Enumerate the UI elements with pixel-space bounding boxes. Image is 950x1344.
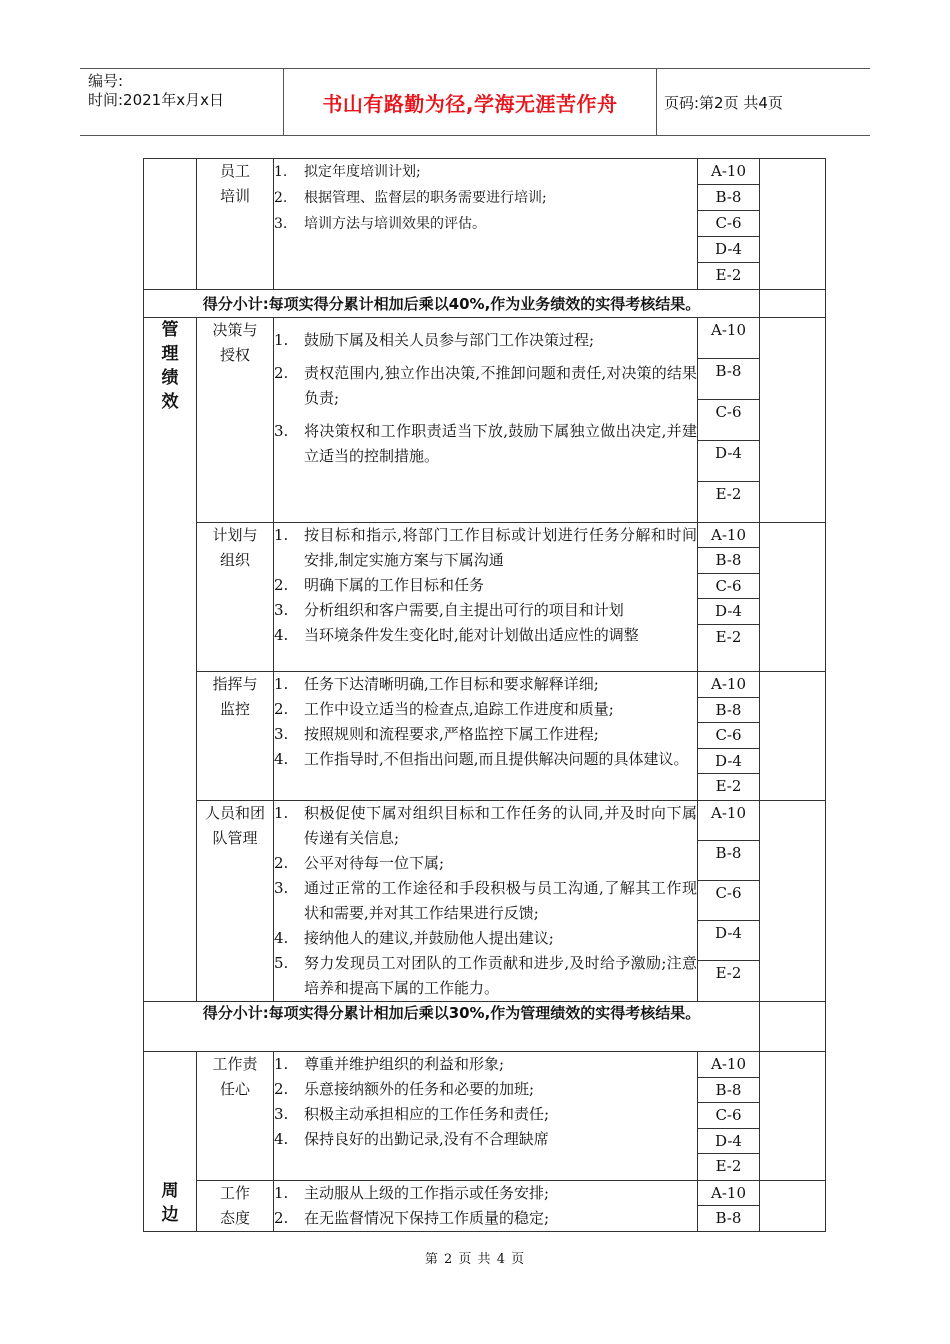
list-item: 2. 公平对待每一位下属; <box>274 854 445 872</box>
subcategory-attitude <box>197 1181 274 1232</box>
grade-a: A-10 <box>698 318 759 359</box>
grade-b: B-8 <box>715 1209 742 1227</box>
grade-b: B-8 <box>698 698 759 723</box>
row-responsibility <box>144 1052 826 1181</box>
subcategory-label: 员工培训 <box>219 162 250 205</box>
grade-c: C-6 <box>698 574 759 599</box>
list-item: 1. 积极促使下属对组织目标和工作任务的认同,并及时向下属传递有关信息; <box>274 804 697 847</box>
list-item: 2. 责权范围内,独立作出决策,不推卸问题和责任,对决策的结果负责; <box>274 364 697 407</box>
score-cell[interactable] <box>760 290 826 318</box>
list-item: 1. 主动服从上级的工作指示或任务安排; <box>274 1184 550 1202</box>
criteria-list <box>274 1181 698 1232</box>
grade-c: C-6 <box>698 723 759 749</box>
category-label: 周边 <box>161 1181 179 1225</box>
row-command <box>144 672 826 801</box>
list-item: 2. 工作中设立适当的检查点,追踪工作进度和质量; <box>274 700 614 718</box>
list-item: 5. 努力发现员工对团队的工作贡献和进步,及时给予激励;注意培养和提高下属的工作能力。 <box>274 954 697 997</box>
criteria-list <box>274 672 698 801</box>
grade-d: D-4 <box>698 237 759 263</box>
list-item: 2. 在无监督情况下保持工作质量的稳定; <box>274 1209 550 1227</box>
subcategory-decision <box>197 318 274 523</box>
subcategory-label: 决策与授权 <box>212 321 258 364</box>
list-item: 3. 按照规则和流程要求,严格监控下属工作进程; <box>274 725 599 743</box>
list-item: 1. 鼓励下属及相关人员参与部门工作决策过程; <box>274 331 595 349</box>
subcategory-label: 指挥与监控 <box>212 675 258 718</box>
subcategory-training <box>197 159 274 290</box>
grade-a: A-10 <box>698 1052 759 1078</box>
grade-a: A-10 <box>698 159 759 185</box>
grade-column <box>698 159 760 290</box>
list-item: 2. 根据管理、监督层的职务需要进行培训; <box>274 190 547 206</box>
score-cell[interactable] <box>760 1052 826 1181</box>
grade-b: B-8 <box>698 185 759 211</box>
grade-b: B-8 <box>698 1078 759 1103</box>
page-header <box>80 68 870 136</box>
grade-d: D-4 <box>698 1129 759 1154</box>
grade-a: A-10 <box>698 523 759 548</box>
grade-b: B-8 <box>698 359 759 400</box>
grade-b: B-8 <box>698 841 759 881</box>
grade-c: C-6 <box>698 400 759 441</box>
score-cell[interactable] <box>760 801 826 1002</box>
list-item: 4. 接纳他人的建议,并鼓励他人提出建议; <box>274 929 554 947</box>
list-item: 3. 积极主动承担相应的工作任务和责任; <box>274 1105 550 1123</box>
row-decision <box>144 318 826 523</box>
header-meta <box>88 72 288 110</box>
score-cell[interactable] <box>760 672 826 801</box>
criteria-list <box>274 1052 698 1181</box>
grade-c: C-6 <box>698 881 759 921</box>
score-cell[interactable] <box>760 318 826 523</box>
grade-column <box>698 801 760 1002</box>
list-item: 3. 将决策权和工作职责适当下放,鼓励下属独立做出决定,并建立适当的控制措施。 <box>274 422 697 465</box>
score-cell[interactable] <box>760 159 826 290</box>
evaluation-table <box>143 158 826 1232</box>
grade-e: E-2 <box>715 266 742 284</box>
category-label: 管理绩效 <box>161 320 179 412</box>
row-subtotal-business <box>144 290 826 318</box>
code-label: 编号: <box>88 72 124 90</box>
row-attitude <box>144 1181 826 1232</box>
grade-e: E-2 <box>715 628 742 646</box>
grade-e: E-2 <box>715 1157 742 1175</box>
header-motto: 书山有路勤为径,学海无涯苦作舟 <box>283 69 657 135</box>
list-item: 4. 保持良好的出勤记录,没有不合理缺席 <box>274 1130 549 1148</box>
list-item: 1. 拟定年度培训计划; <box>274 164 421 180</box>
list-item: 1. 按目标和指示,将部门工作目标或计划进行任务分解和时间安排,制定实施方案与下属沟通 <box>274 526 697 569</box>
grade-d: D-4 <box>698 921 759 961</box>
grade-d: D-4 <box>698 599 759 625</box>
category-management <box>144 318 197 1002</box>
grade-e: E-2 <box>715 964 742 982</box>
subtotal-management: 得分小计:每项实得分累计相加后乘以30%,作为管理绩效的实得考核结果。 <box>144 1002 760 1052</box>
grade-c: C-6 <box>698 1103 759 1129</box>
grade-e: E-2 <box>715 485 742 503</box>
criteria-list <box>274 801 698 1002</box>
list-item: 1. 任务下达清晰明确,工作目标和要求解释详细; <box>274 675 599 693</box>
subcategory-label: 工作态度 <box>219 1184 250 1227</box>
list-item: 2. 明确下属的工作目标和任务 <box>274 576 485 594</box>
subcategory-label: 人员和团队管理 <box>205 804 266 847</box>
row-training <box>144 159 826 290</box>
row-subtotal-management <box>144 1002 826 1052</box>
grade-column <box>698 1052 760 1181</box>
subcategory-responsibility <box>197 1052 274 1181</box>
subcategory-command <box>197 672 274 801</box>
subcategory-label: 工作责任心 <box>212 1055 258 1098</box>
subcategory-team <box>197 801 274 1002</box>
criteria-list <box>274 318 698 523</box>
criteria-list <box>274 159 698 290</box>
score-cell[interactable] <box>760 1181 826 1232</box>
page-footer: 第 2 页 共 4 页 <box>424 1252 526 1267</box>
grade-a: A-10 <box>698 1181 759 1206</box>
category-cell-empty <box>144 159 197 290</box>
grade-d: D-4 <box>698 749 759 774</box>
date-label: 时间:2021年x月x日 <box>88 91 224 109</box>
row-planning <box>144 523 826 672</box>
grade-c: C-6 <box>698 211 759 237</box>
subcategory-label: 计划与组织 <box>212 526 258 569</box>
grade-column <box>698 523 760 672</box>
grade-e: E-2 <box>715 777 742 795</box>
grade-a: A-10 <box>698 801 759 841</box>
grade-column <box>698 318 760 523</box>
list-item: 2. 乐意接纳额外的任务和必要的加班; <box>274 1080 535 1098</box>
header-page-number: 页码:第2页 共4页 <box>664 93 783 112</box>
grade-column <box>698 672 760 801</box>
list-item: 3. 培训方法与培训效果的评估。 <box>274 216 486 232</box>
subcategory-planning <box>197 523 274 672</box>
list-item: 3. 分析组织和客户需要,自主提出可行的项目和计划 <box>274 601 624 619</box>
criteria-list <box>274 523 698 672</box>
row-team <box>144 801 826 1002</box>
score-cell[interactable] <box>760 523 826 672</box>
category-peripheral <box>144 1052 197 1232</box>
subtotal-business: 得分小计:每项实得分累计相加后乘以40%,作为业务绩效的实得考核结果。 <box>144 290 760 318</box>
list-item: 1. 尊重并维护组织的利益和形象; <box>274 1055 505 1073</box>
grade-a: A-10 <box>698 672 759 698</box>
list-item: 3. 通过正常的工作途径和手段积极与员工沟通,了解其工作现状和需要,并对其工作结果进行反馈; <box>274 879 697 922</box>
list-item: 4. 当环境条件发生变化时,能对计划做出适应性的调整 <box>274 626 639 644</box>
score-cell[interactable] <box>760 1002 826 1052</box>
grade-b: B-8 <box>698 548 759 574</box>
list-item: 4. 工作指导时,不但指出问题,而且提供解决问题的具体建议。 <box>274 750 689 768</box>
grade-d: D-4 <box>698 441 759 482</box>
grade-column <box>698 1181 760 1232</box>
